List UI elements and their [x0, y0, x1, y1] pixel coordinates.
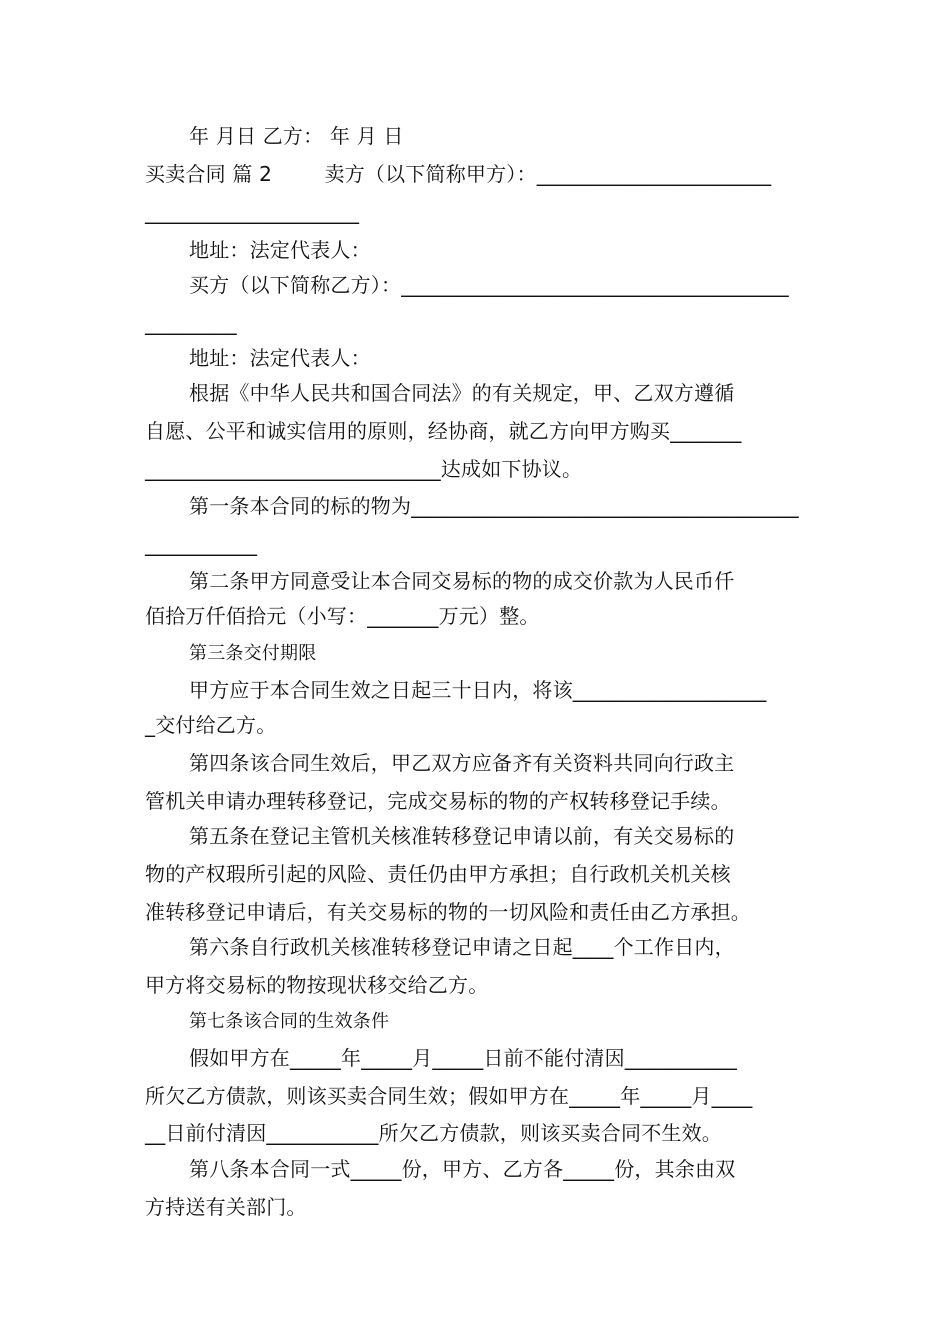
preamble-line-1: 根据《中华人民共和国合同法》的有关规定，甲、乙双方遵循	[189, 381, 735, 405]
article-2-line-2: 佰拾万仟佰拾元（小写：_______万元）整。	[145, 604, 540, 628]
article-8-line-1: 第八条本合同一式_____份，甲方、乙方各_____份，其余由双	[189, 1157, 736, 1181]
article-6-line-2: 甲方将交易标的物按现状移交给乙方。	[145, 973, 489, 997]
article-7-line-3: __日前付清因___________所欠乙方债款，则该买卖合同不生效。	[145, 1121, 722, 1145]
contract-heading-seller-line: 买卖合同 篇 2 卖方（以下简称甲方）：_______________________	[145, 162, 772, 186]
article-7-line-1: 假如甲方在_____年_____月_____日前不能付清因___________	[189, 1046, 737, 1070]
article-1-line-2: ___________	[145, 532, 258, 556]
article-6-line-1: 第六条自行政机关核准转移登记申请之日起____个工作日内，	[189, 935, 735, 959]
article-5-line-2: 物的产权瑕所引起的风险、责任仍由甲方承担；自行政机关机关核	[145, 862, 731, 886]
seller-blank-continuation: _____________________	[145, 200, 360, 224]
buyer-address-line: 地址：法定代表人：	[189, 346, 371, 370]
signature-date-line: 年 月日 乙方： 年 月 日	[189, 124, 404, 148]
article-3-heading: 第三条交付期限	[189, 643, 317, 664]
preamble-line-3: _____________________________达成如下协议。	[145, 457, 583, 481]
article-7-heading: 第七条该合同的生效条件	[189, 1011, 390, 1032]
article-7-line-2: 所欠乙方债款，则该买卖合同生效；假如甲方在_____年_____月____	[145, 1084, 753, 1108]
buyer-blank-continuation: _________	[145, 311, 237, 335]
article-5-line-1: 第五条在登记主管机关核准转移登记申请以前，有关交易标的	[189, 824, 735, 848]
article-1-line-1: 第一条本合同的标的物为______________________________________	[189, 494, 799, 518]
buyer-line: 买方（以下简称乙方）：______________________________________	[189, 273, 789, 297]
article-4-line-2: 管机关申请办理转移登记，完成交易标的物的产权转移登记手续。	[145, 789, 731, 813]
article-4-line-1: 第四条该合同生效后，甲乙双方应备齐有关资料共同向行政主	[189, 751, 735, 775]
preamble-line-2: 自愿、公平和诚实信用的原则，经协商，就乙方向甲方购买_______	[145, 419, 742, 443]
article-3-line-2: _交付给乙方。	[145, 713, 277, 737]
seller-address-line: 地址：法定代表人：	[189, 238, 371, 262]
article-5-line-3: 准转移登记申请后，有关交易标的物的一切风险和责任由乙方承担。	[145, 900, 751, 924]
article-3-line-1: 甲方应于本合同生效之日起三十日内，将该___________________	[189, 678, 767, 702]
article-2-line-1: 第二条甲方同意受让本合同交易标的物的成交价款为人民币仟	[189, 569, 735, 593]
article-8-line-2: 方持送有关部门。	[145, 1195, 307, 1219]
